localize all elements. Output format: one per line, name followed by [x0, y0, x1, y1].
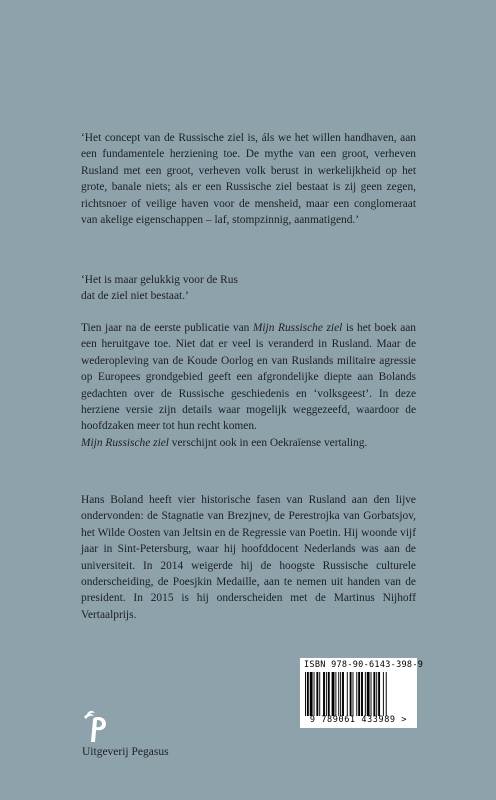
- barcode-bar: [342, 672, 344, 716]
- barcode-bar: [316, 672, 318, 716]
- description-paragraph-1: [81, 320, 416, 435]
- barcode-digits: 9 789061 433989 >: [309, 715, 408, 725]
- barcode-bar: [367, 672, 370, 716]
- barcode-bar: [328, 672, 330, 716]
- barcode-bar: [305, 672, 306, 716]
- barcode-bar: [314, 672, 315, 716]
- barcode-bar: [386, 672, 387, 716]
- barcode-bars: [304, 672, 413, 716]
- barcode-bar: [335, 672, 336, 716]
- book-title: Mijn Russische ziel: [252, 322, 343, 334]
- quote-2-line-1: ‘Het is maar gelukkig voor de Rus: [81, 274, 238, 286]
- description-text-post: is het boek aan een heruitgave toe. Niet dat er veel is veranderd in Rusland. Maar de wederopleving van de Koude Oorlog en van Ruslands militaire agressie op Europees grondgebied geeft een afgrondelijke diepte aan Bolands gedachten over de Russische geschiedenis en ‘volksgeest’. In deze herziene versie zijn details waar mogelijk weggezeefd, waardoor de hoofdzaken meer tot hun recht komen.: [81, 322, 417, 433]
- barcode-bar: [332, 672, 335, 716]
- barcode-bar: [323, 672, 325, 716]
- pegasus-logo-icon: [80, 708, 110, 744]
- barcode-bar: [326, 672, 327, 716]
- barcode-bar: [307, 672, 309, 716]
- quote-2-line-2: dat de ziel niet bestaat.’: [81, 290, 189, 303]
- barcode-bar: [356, 672, 357, 716]
- barcode-bar: [358, 672, 360, 716]
- isbn-barcode: [300, 658, 424, 728]
- author-bio-text: Hans Boland heeft vier historische fasen van Rusland aan den lijve ondervonden: de Stagnatie van Brezjnev, de Perestrojka van Gorbatsjov, het Wilde Oosten van Jeltsin en de Regressie van Poetin. Hij woonde vijf jaar in Sint-Petersburg, waar hij hoofddocent Nederlands was aan de universiteit. In 2014 weigerde hij de hoogste Russische culturele onderscheiding, de Poesjkin Medaille, aan te nemen uit handen van de president. In 2015 is hij onderscheiden met de Martinus Nijhoff Vertaalprijs.: [81, 494, 416, 621]
- barcode-bar: [319, 672, 320, 716]
- barcode-bar: [350, 672, 352, 716]
- quote-1-text: ‘Het concept van de Russische ziel is, áls we het willen handhaven, aan een fundamentele herziening toe. De mythe van een groot, verheven Rusland met een groot, verheven volk berust in werkelijkheid op het grote, banale niets; als er een Russische ziel bestaat is zij geen zegen, richtsnoer of veilige haven voor de mensheid, maar een conglomeraat van akelige eigenschappen – laf, stompzinnig, aanmatigend.’: [81, 132, 416, 227]
- barcode-bar: [376, 672, 377, 716]
- barcode-bar: [353, 672, 354, 716]
- publisher-block: [80, 708, 220, 768]
- book-title-2: Mijn Russische ziel: [81, 436, 169, 449]
- barcode-bar: [347, 672, 348, 716]
- description-text-pre: Tien jaar na de eerste publicatie van: [81, 322, 253, 334]
- barcode-bar: [371, 672, 372, 716]
- barcode-bar: [310, 672, 313, 716]
- description-paragraph-2: [81, 435, 416, 451]
- barcode-bar: [378, 672, 380, 716]
- barcode-bar: [383, 672, 384, 716]
- quote-paragraph-2: [81, 272, 416, 305]
- publisher-name: Uitgeverij Pegasus: [82, 746, 169, 758]
- barcode-bar: [338, 672, 339, 716]
- barcode-bar: [373, 672, 375, 716]
- barcode-bar: [361, 672, 363, 716]
- barcode-bar: [365, 672, 366, 716]
- translation-note: verschijnt ook in een Oekraïense vertaling.: [168, 436, 368, 449]
- barcode-bar: [340, 672, 341, 716]
- book-description: [81, 320, 416, 451]
- isbn-label: ISBN 978-90-6143-398-9: [304, 660, 424, 670]
- quote-paragraph-1: [81, 130, 416, 228]
- author-bio: [81, 492, 416, 623]
